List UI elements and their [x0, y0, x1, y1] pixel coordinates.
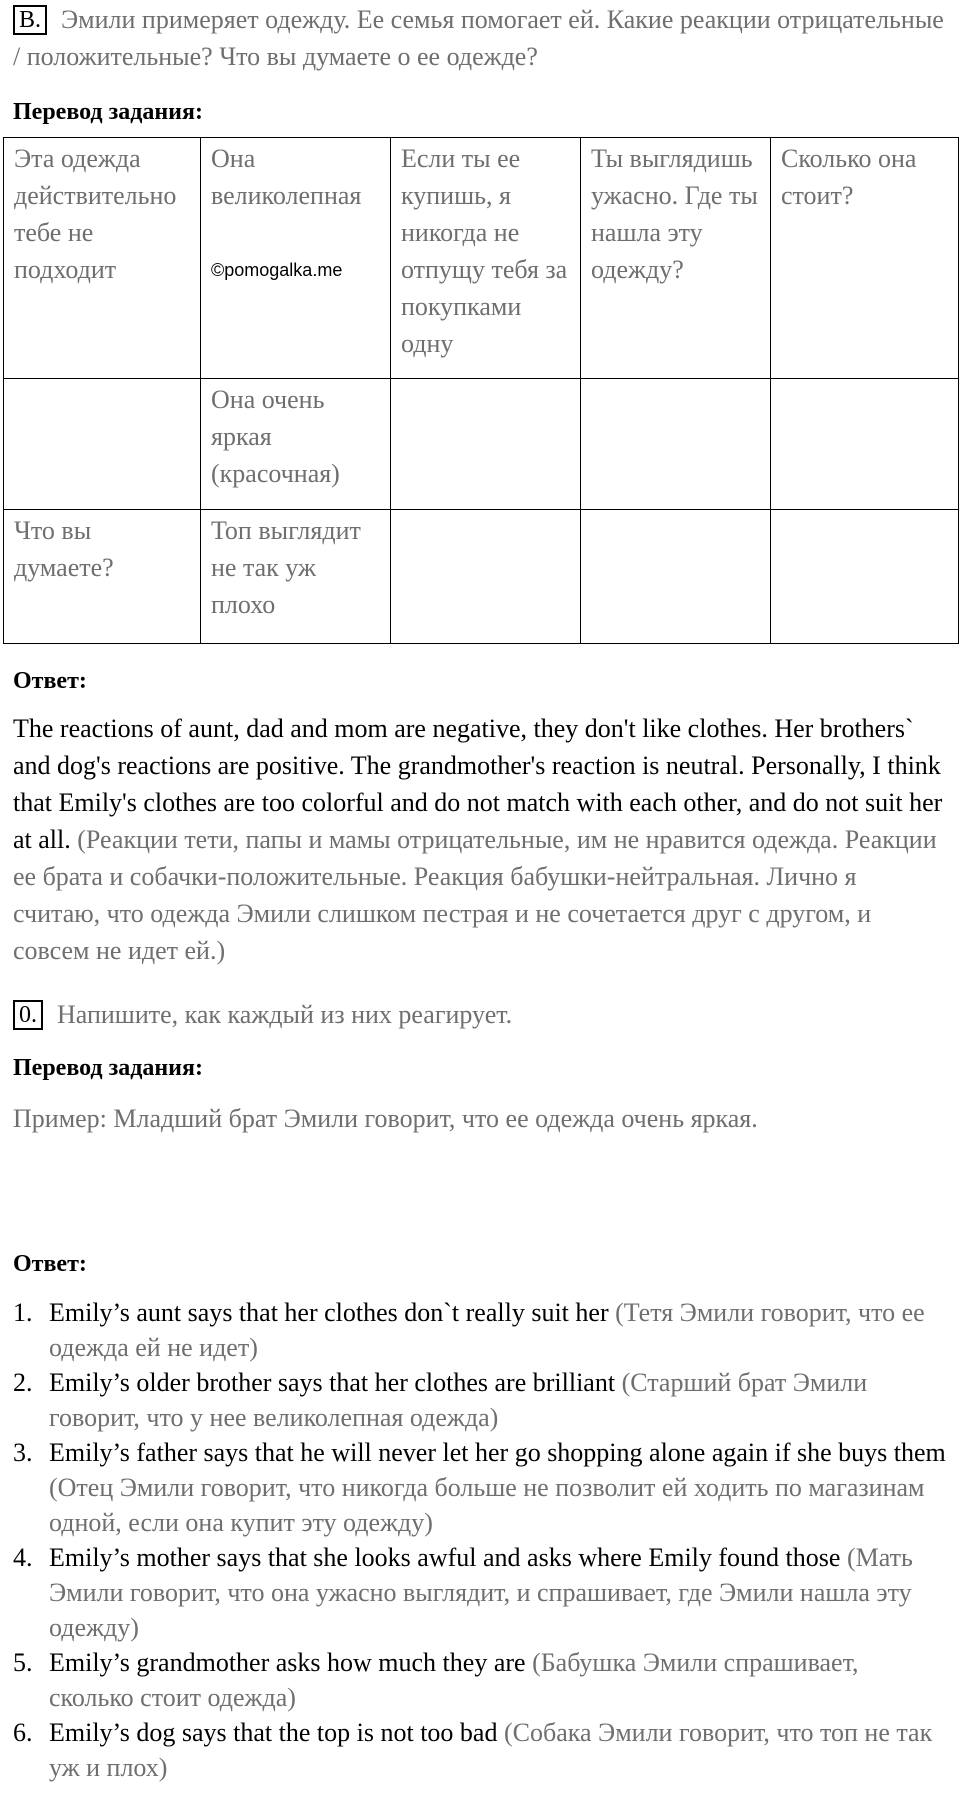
watermark: ©pomogalka.me [211, 260, 343, 280]
table-row [4, 138, 959, 379]
translation-heading-1: Перевод задания: [13, 99, 203, 125]
list-item: 6. Emily’s dog says that the top is not too bad (Собака Эмили говорит, что топ не так уж и плох) [13, 1718, 933, 1782]
list-item: 1. Emily’s aunt says that her clothes don`t really suit her (Тетя Эмили говорит, что ее одежда ей не идет) [13, 1298, 925, 1362]
table-cell: Эта одежда действительно тебе не подходит [4, 138, 201, 379]
table-row [4, 510, 959, 644]
task-c-text: Напишите, как каждый из них реагирует. [57, 1000, 513, 1029]
table-cell [771, 379, 959, 510]
answer-b-russian: (Реакции тети, папы и мамы отрицательные, им не нравится одежда. Реакции ее брата и собачки-положительные. Реакция бабушки-нейтральная. Лично я считаю, что одежда Эмили слишком пестрая и не сочетается друг с другом, и совсем не идет ей.) [13, 825, 937, 965]
translation-table [3, 137, 959, 644]
answer-heading-1: Ответ: [13, 668, 87, 694]
table-cell: Она очень яркая (красочная) [201, 379, 391, 510]
task-c [13, 995, 947, 1033]
list-item: 4. Emily’s mother says that she looks awful and asks where Emily found those (Мать Эмили говорит, что она ужасно выглядит, и спрашивает, где Эмили нашла эту одежду) [13, 1543, 913, 1642]
list-item: 2. Emily’s older brother says that her clothes are brilliant (Старший брат Эмили говорит, что у нее великолепная одежда) [13, 1368, 868, 1432]
answer-heading-2: Ответ: [13, 1251, 87, 1277]
task-c-badge: 0. [13, 1000, 43, 1030]
table-cell [581, 510, 771, 644]
table-cell: Ты выглядишь ужасно. Где ты нашла эту одежду? [581, 138, 771, 379]
table-cell [391, 379, 581, 510]
table-cell: Она великолепная ©pomogalka.me [201, 138, 391, 379]
task-b-badge: B. [13, 5, 47, 35]
task-b-text: Эмили примеряет одежду. Ее семья помогает ей. Какие реакции отрицательные / положительные? Что вы думаете о ее одежде? [13, 5, 944, 71]
table-cell [771, 510, 959, 644]
table-cell [391, 510, 581, 644]
table-cell [581, 379, 771, 510]
table-cell: Если ты ее купишь, я никогда не отпущу тебя за покупками одну [391, 138, 581, 379]
example-text: Пример: Младший брат Эмили говорит, что ее одежда очень яркая. [13, 1104, 758, 1133]
table-cell: Что вы думаете? [4, 510, 201, 644]
task-b [13, 0, 947, 75]
list-item: 3. Emily’s father says that he will never let her go shopping alone again if she buys them (Отец Эмили говорит, что никогда больше не позволит ей ходить по магазинам одной, если она купит эту одежду) [13, 1438, 946, 1537]
table-cell [4, 379, 201, 510]
list-item: 5. Emily’s grandmother asks how much they are (Бабушка Эмили спрашивает, сколько стоит одежда) [13, 1648, 859, 1712]
answer-b [13, 710, 947, 969]
answer-b-english: The reactions of aunt, dad and mom are negative, they don't like clothes. Her brothers` and dog's reactions are positive. The grandmother's reaction is neutral. Personally, I think that Emily's clothes are too colorful and do not match with each other, and do not suit her at all. [13, 714, 943, 854]
table-cell: Сколько она стоит? [771, 138, 959, 379]
translation-heading-2: Перевод задания: [13, 1055, 203, 1081]
table-cell: Топ выглядит не так уж плохо [201, 510, 391, 644]
answer-list [13, 1295, 947, 1785]
table-row [4, 379, 959, 510]
